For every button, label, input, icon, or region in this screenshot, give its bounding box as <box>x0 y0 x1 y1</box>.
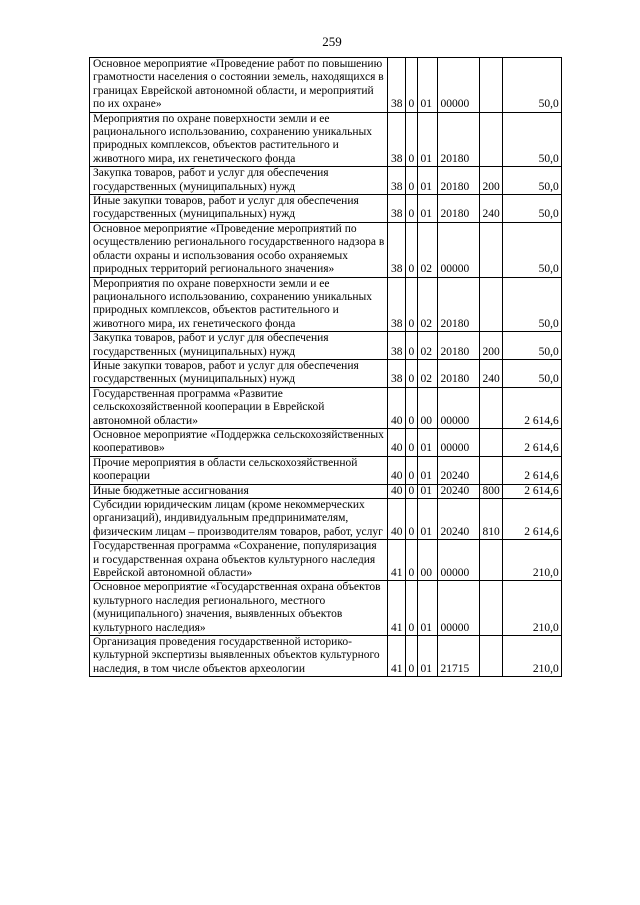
direction-code: 20180 <box>437 112 479 167</box>
subprogram-code: 0 <box>405 456 417 484</box>
direction-code: 20180 <box>437 332 479 360</box>
program-code: 38 <box>388 277 406 332</box>
table-row <box>90 428 562 456</box>
amount: 210,0 <box>502 540 561 581</box>
program-code: 38 <box>388 195 406 223</box>
table-row <box>90 359 562 387</box>
direction-code: 20180 <box>437 277 479 332</box>
row-name: Иные закупки товаров, работ и услуг для обеспечения государственных (муниципальных) нужд <box>90 359 388 387</box>
program-code: 40 <box>388 387 406 428</box>
subprogram-code: 0 <box>405 540 417 581</box>
program-code: 38 <box>388 58 406 113</box>
table-row <box>90 484 562 498</box>
program-code: 40 <box>388 428 406 456</box>
program-code: 40 <box>388 456 406 484</box>
expense-type-code: 200 <box>479 332 502 360</box>
expense-type-code <box>479 581 502 636</box>
direction-code: 00000 <box>437 540 479 581</box>
table-row <box>90 112 562 167</box>
amount: 210,0 <box>502 581 561 636</box>
table-row <box>90 456 562 484</box>
activity-code: 00 <box>417 540 437 581</box>
subprogram-code: 0 <box>405 359 417 387</box>
activity-code: 01 <box>417 58 437 113</box>
amount: 50,0 <box>502 195 561 223</box>
direction-code: 21715 <box>437 636 479 677</box>
row-name: Мероприятия по охране поверхности земли и ее рационального использованию, сохранению уникальных природных комплексов, объектов растительного и животного мира, их генетического фонда <box>90 112 388 167</box>
activity-code: 01 <box>417 456 437 484</box>
program-code: 41 <box>388 540 406 581</box>
subprogram-code: 0 <box>405 332 417 360</box>
activity-code: 01 <box>417 112 437 167</box>
subprogram-code: 0 <box>405 387 417 428</box>
program-code: 41 <box>388 636 406 677</box>
row-name: Закупка товаров, работ и услуг для обеспечения государственных (муниципальных) нужд <box>90 332 388 360</box>
amount: 50,0 <box>502 58 561 113</box>
expense-type-code <box>479 58 502 113</box>
program-code: 40 <box>388 484 406 498</box>
activity-code: 01 <box>417 195 437 223</box>
budget-table <box>89 57 562 677</box>
direction-code: 20180 <box>437 359 479 387</box>
row-name: Закупка товаров, работ и услуг для обеспечения государственных (муниципальных) нужд <box>90 167 388 195</box>
program-code: 38 <box>388 112 406 167</box>
subprogram-code: 0 <box>405 636 417 677</box>
subprogram-code: 0 <box>405 484 417 498</box>
direction-code: 00000 <box>437 387 479 428</box>
table-row <box>90 387 562 428</box>
program-code: 40 <box>388 499 406 540</box>
table-row <box>90 636 562 677</box>
amount: 50,0 <box>502 359 561 387</box>
row-name: Основное мероприятие «Государственная охрана объектов культурного наследия регионального, местного (муниципального) значения, выявленных объектов культурного наследия» <box>90 581 388 636</box>
activity-code: 02 <box>417 359 437 387</box>
subprogram-code: 0 <box>405 58 417 113</box>
direction-code: 20240 <box>437 484 479 498</box>
subprogram-code: 0 <box>405 112 417 167</box>
activity-code: 02 <box>417 277 437 332</box>
amount: 2 614,6 <box>502 456 561 484</box>
subprogram-code: 0 <box>405 167 417 195</box>
subprogram-code: 0 <box>405 499 417 540</box>
subprogram-code: 0 <box>405 581 417 636</box>
amount: 50,0 <box>502 167 561 195</box>
row-name: Основное мероприятие «Проведение работ по повышению грамотности населения о состоянии земель, находящихся в границах Еврейской автономной области, и мероприятий по их охране» <box>90 58 388 113</box>
activity-code: 02 <box>417 332 437 360</box>
table-row <box>90 195 562 223</box>
amount: 2 614,6 <box>502 387 561 428</box>
expense-type-code <box>479 112 502 167</box>
program-code: 41 <box>388 581 406 636</box>
table-row <box>90 222 562 277</box>
program-code: 38 <box>388 167 406 195</box>
expense-type-code <box>479 456 502 484</box>
table-row <box>90 499 562 540</box>
expense-type-code: 200 <box>479 167 502 195</box>
row-name: Иные закупки товаров, работ и услуг для обеспечения государственных (муниципальных) нужд <box>90 195 388 223</box>
expense-type-code <box>479 428 502 456</box>
direction-code: 20240 <box>437 499 479 540</box>
amount: 2 614,6 <box>502 484 561 498</box>
subprogram-code: 0 <box>405 195 417 223</box>
expense-type-code <box>479 636 502 677</box>
amount: 210,0 <box>502 636 561 677</box>
row-name: Государственная программа «Сохранение, популяризация и государственная охрана объектов культурного наследия Еврейской автономной области» <box>90 540 388 581</box>
subprogram-code: 0 <box>405 277 417 332</box>
program-code: 38 <box>388 332 406 360</box>
expense-type-code: 240 <box>479 195 502 223</box>
amount: 2 614,6 <box>502 499 561 540</box>
activity-code: 02 <box>417 222 437 277</box>
activity-code: 01 <box>417 484 437 498</box>
program-code: 38 <box>388 222 406 277</box>
activity-code: 01 <box>417 167 437 195</box>
expense-type-code <box>479 387 502 428</box>
amount: 50,0 <box>502 277 561 332</box>
table-row <box>90 540 562 581</box>
direction-code: 00000 <box>437 222 479 277</box>
direction-code: 20180 <box>437 167 479 195</box>
row-name: Прочие мероприятия в области сельскохозяйственной кооперации <box>90 456 388 484</box>
table-row <box>90 167 562 195</box>
activity-code: 00 <box>417 387 437 428</box>
amount: 50,0 <box>502 112 561 167</box>
row-name: Иные бюджетные ассигнования <box>90 484 388 498</box>
table-row <box>90 581 562 636</box>
expense-type-code: 240 <box>479 359 502 387</box>
program-code: 38 <box>388 359 406 387</box>
subprogram-code: 0 <box>405 222 417 277</box>
expense-type-code <box>479 277 502 332</box>
activity-code: 01 <box>417 428 437 456</box>
table-row <box>90 277 562 332</box>
row-name: Основное мероприятие «Проведение мероприятий по осуществлению регионального государственного надзора в области охраны и использования особо охраняемых природных территорий регионального значения» <box>90 222 388 277</box>
expense-type-code <box>479 540 502 581</box>
activity-code: 01 <box>417 636 437 677</box>
row-name: Государственная программа «Развитие сельскохозяйственной кооперации в Еврейской автономной области» <box>90 387 388 428</box>
table-row <box>90 332 562 360</box>
direction-code: 00000 <box>437 58 479 113</box>
direction-code: 20180 <box>437 195 479 223</box>
amount: 2 614,6 <box>502 428 561 456</box>
row-name: Основное мероприятие «Поддержка сельскохозяйственных кооперативов» <box>90 428 388 456</box>
subprogram-code: 0 <box>405 428 417 456</box>
direction-code: 00000 <box>437 581 479 636</box>
expense-type-code: 810 <box>479 499 502 540</box>
table-row <box>90 58 562 113</box>
page-number: 259 <box>322 34 342 49</box>
activity-code: 01 <box>417 581 437 636</box>
row-name: Субсидии юридическим лицам (кроме некоммерческих организаций), индивидуальным предпринимателям, физическим лицам – производителям товаров, работ, услуг <box>90 499 388 540</box>
row-name: Мероприятия по охране поверхности земли и ее рационального использованию, сохранению уникальных природных комплексов, объектов растительного и животного мира, их генетического фонда <box>90 277 388 332</box>
row-name: Организация проведения государственной историко-культурной экспертизы выявленных объектов культурного наследия, в том числе объектов археологии <box>90 636 388 677</box>
expense-type-code: 800 <box>479 484 502 498</box>
activity-code: 01 <box>417 499 437 540</box>
direction-code: 20240 <box>437 456 479 484</box>
direction-code: 00000 <box>437 428 479 456</box>
amount: 50,0 <box>502 222 561 277</box>
expense-type-code <box>479 222 502 277</box>
amount: 50,0 <box>502 332 561 360</box>
